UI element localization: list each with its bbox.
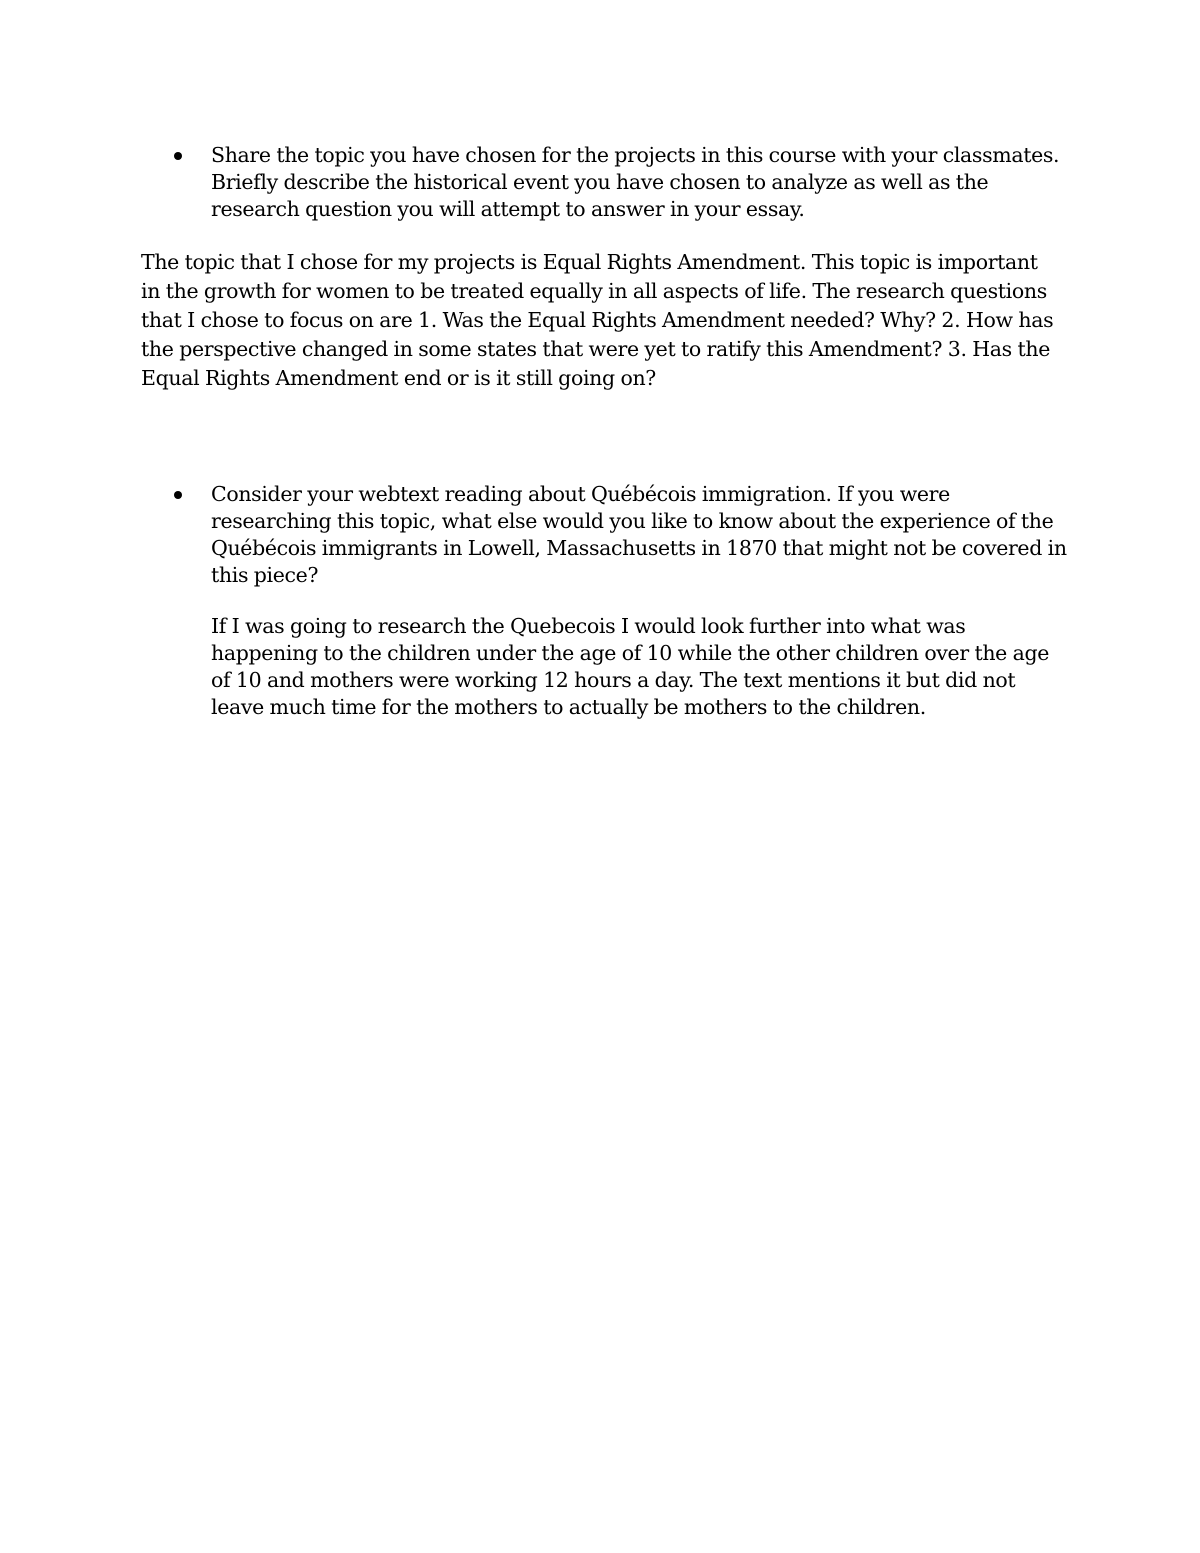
question-1-text: Share the topic you have chosen for the projects in this course with your classmates. Briefly describe the historical event you have chosen to analyze as well as the research question you will attempt to answer in your essay.: [211, 143, 1060, 221]
question-2-text: Consider your webtext reading about Québécois immigration. If you were researching this topic, what else would you like to know about the experience of the Québécois immigrants in Lowell, Massachusetts in 1870 that might not be covered in this piece?: [211, 482, 1067, 587]
answer-2-paragraph: If I was going to research the Quebecois I would look further into what was happening to the children under the age of 10 while the other children over the age of 10 and mothers were working 12 hours a day. The text mentions it but did not leave much time for the mothers to actually be mothers to the children.: [211, 614, 1050, 719]
bullet-dot-icon: [174, 491, 182, 499]
question-1-bullet-item: [211, 142, 1071, 223]
answer-1-paragraph: The topic that I chose for my projects is Equal Rights Amendment. This topic is important in the growth for women to be treated equally in all aspects of life. The research questions that I chose to focus on are 1. Was the Equal Rights Amendment needed? Why? 2. How has the perspective changed in some states that were yet to ratify this Amendment? 3. Has the Equal Rights Amendment end or is it still going on?: [141, 250, 1054, 390]
bullet-dot-icon: [174, 152, 182, 160]
question-2-bullet-item: [211, 481, 1071, 589]
